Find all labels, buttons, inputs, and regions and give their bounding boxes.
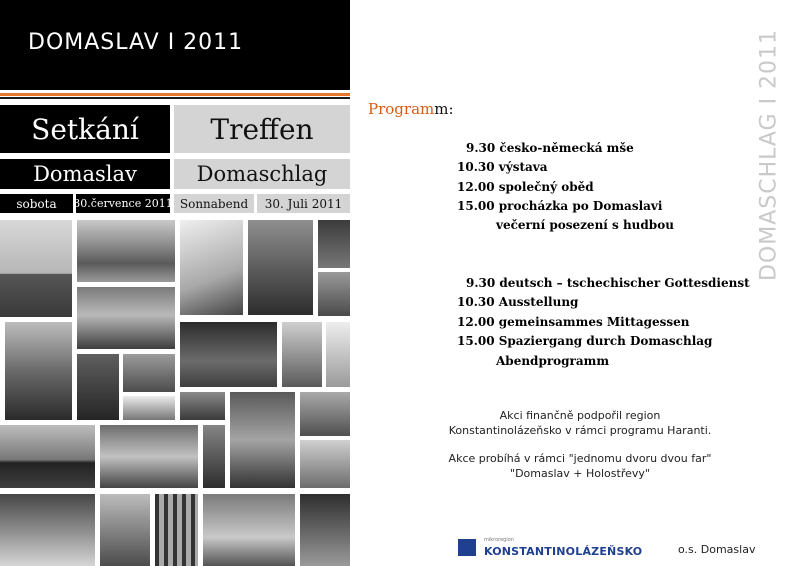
program-de-item: 10.30 Ausstellung <box>457 295 579 309</box>
program-cs-item: 10.30 výstava <box>457 160 548 174</box>
photo-hall <box>0 494 95 566</box>
photo-church-tower <box>0 220 72 317</box>
organizer: o.s. Domaslav <box>678 543 756 556</box>
logo-name: KONSTANTINOLÁZEŇSKO <box>484 545 643 558</box>
photo-workshop <box>100 425 198 488</box>
program-de-item: 12.00 gemeinsammes Mittagessen <box>457 315 690 329</box>
photo-crowd <box>123 354 175 392</box>
photo-market <box>180 392 225 420</box>
program-cs-item: 12.00 společný oběd <box>457 180 594 194</box>
support-line-2: Konstantinolázeňsko v rámci programu Haranti. <box>448 424 712 437</box>
accent-stripe <box>0 93 350 96</box>
photo-sky-statue <box>180 220 243 315</box>
photo-portrait-a <box>318 220 350 268</box>
date-cs: 30.července 2011 <box>76 194 170 213</box>
program-cs-item: večerní posezení s hudbou <box>496 218 674 232</box>
logo-mark-icon <box>458 539 476 556</box>
support-line-1: Akci finančně podpořil region <box>499 409 661 422</box>
program-heading-accent: Program <box>368 100 435 118</box>
photo-dark-room <box>180 322 277 387</box>
photo-table <box>300 440 350 488</box>
program-de-item: 15.00 Spaziergang durch Domaschlag <box>457 334 713 348</box>
title-cs: Setkání <box>0 105 170 153</box>
vertical-title: DOMASCHLAG I 2011 <box>756 28 782 282</box>
accent-stripe-dark <box>0 97 350 99</box>
photo-scaffold <box>155 494 198 566</box>
photo-stones <box>203 494 295 566</box>
day-cs: sobota <box>0 194 73 213</box>
photo-hands <box>203 425 225 488</box>
program-cs-item: 15.00 procházka po Domaslavi <box>457 199 663 213</box>
program-cs-item: 9.30 česko-německá mše <box>466 141 634 155</box>
place-cs: Domaslav <box>0 159 170 189</box>
day-de: Sonnabend <box>174 194 254 213</box>
photo-group <box>77 287 175 349</box>
place-de: Domaschlag <box>174 159 350 189</box>
photo-crafts <box>230 392 295 488</box>
photo-village <box>77 220 175 282</box>
photo-couple <box>248 220 313 315</box>
photo-sculpture <box>100 494 150 566</box>
event-line-2: "Domaslav + Holostřevy" <box>510 467 650 480</box>
program-heading <box>368 100 454 118</box>
photo-field-sunset <box>0 425 95 488</box>
photo-doorway <box>282 322 322 387</box>
title-de: Treffen <box>174 105 350 153</box>
program-heading-rest: m: <box>434 100 454 118</box>
date-de: 30. Juli 2011 <box>257 194 350 213</box>
photo-people-right <box>300 392 350 436</box>
photo-bench <box>5 322 72 420</box>
program-de-item: Abendprogramm <box>496 354 610 368</box>
poster-header-title: DOMASLAV I 2011 <box>28 30 244 55</box>
program-de-item: 9.30 deutsch – tschechischer Gottesdienst <box>466 276 750 290</box>
photo-window <box>326 322 350 387</box>
event-line-1: Akce probíhá v rámci "jednomu dvoru dvou far" <box>448 452 712 465</box>
photo-icon-painting <box>77 354 119 420</box>
photo-altar <box>300 494 350 566</box>
logo-small-text: mikroregion <box>484 537 514 543</box>
photo-landscape-small <box>123 396 175 420</box>
photo-portrait-b <box>318 272 350 316</box>
